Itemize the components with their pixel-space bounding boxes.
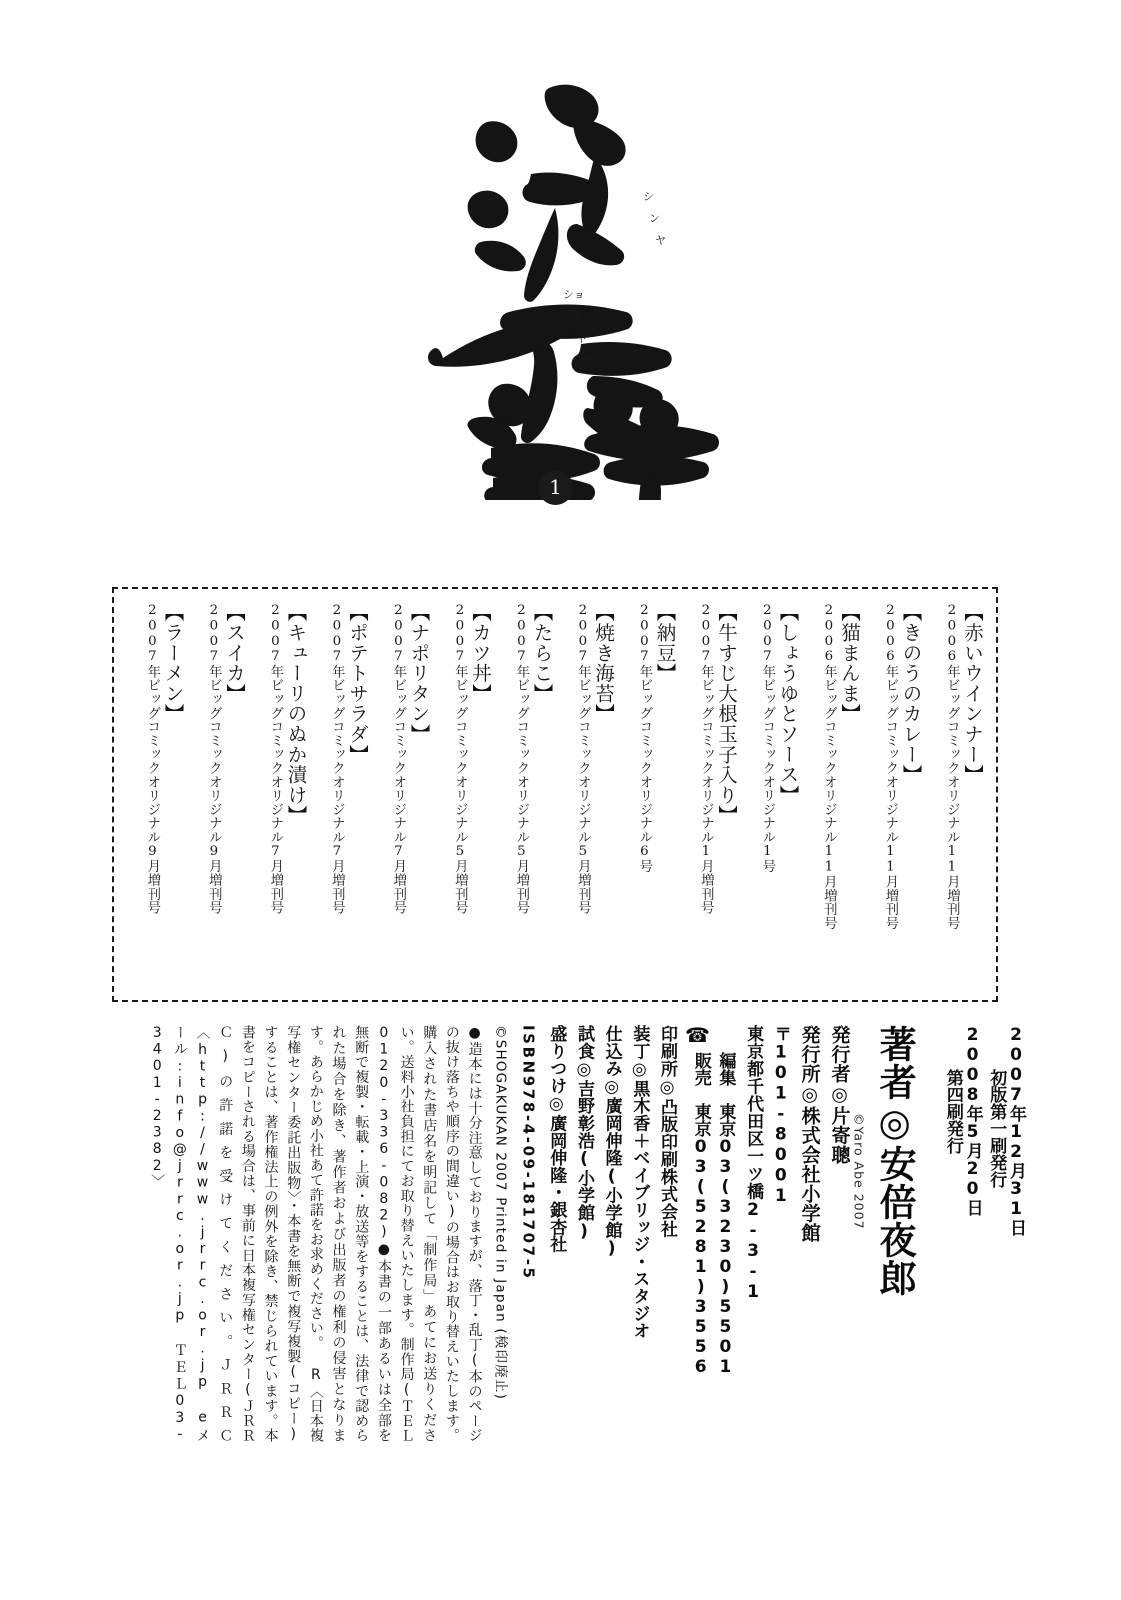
story-list-columns	[128, 601, 982, 990]
story-title: 【猫まんま】	[838, 602, 861, 724]
story-source: 2007年ビッグコミックオリジナル7月増刊号	[329, 603, 345, 915]
furigana-shinya: シ	[642, 190, 654, 203]
publication-date-entry	[986, 1025, 1025, 1236]
credit-tasting: 試食◎吉野彰浩(小学館)	[573, 1025, 594, 1242]
story-source: 2007年ビッグコミックオリジナル5月増刊号	[575, 603, 591, 915]
telephone-editorial: 編集 東京03(3230)5501	[715, 1052, 736, 1377]
story-title: 【キューリのぬか漬け】	[284, 602, 308, 826]
story-entry	[183, 601, 245, 990]
furigana-shinya: ン	[648, 212, 660, 225]
story-entry	[367, 601, 429, 990]
furigana-shokudo: ク	[570, 310, 582, 323]
publisher-person: 発行者◎片寄聰	[828, 1025, 851, 1165]
story-entry	[306, 601, 368, 990]
legal-notice: ●造本には十分注意しておりますが、落丁・乱丁(本のページの抜け落ちや順序の間違い)の場合はお取り替えいたします。購入された書店名を明記して「制作局」あてにお送りください。送料小社負担にてお取り替えいたします。制作局(ＴＥＬ0120-336-082)●本書の一部あるいは全部を無断で複製・転載・上演・放送等をすることは、法律で認められた場合を除き、著作者および出版者の権利の侵害となります。あらかじめ小社あて許諾をお求めください。 R〈日本複写権センター委託出版物〉・本書を無断で複写複製(コピー)することは、著作権法上の例外を除き、禁じられています。本書をコピーされる場合は、事前に日本複写権センター(ＪＲＲＣ)の許諾を受けてください。ＪＲＲＣ〈http://www.jrrc.or.jp eメール:info@jrrc.or.jp ＴＥＬ03-3401-2382〉	[149, 1025, 483, 1443]
isbn-number: ISBN978-4-09-181707-5	[519, 1025, 538, 1281]
story-title: 【ラーメン】	[161, 602, 185, 724]
story-title: 【焼き海苔】	[592, 602, 615, 724]
shinya-shokudo-calligraphy	[381, 70, 741, 500]
story-list-box	[112, 587, 998, 1002]
story-entry	[613, 601, 675, 990]
publisher-address: 東京都千代田区一ツ橋2-3-1	[743, 1025, 764, 1303]
printer-name: 印刷所◎凸版印刷株式会社	[657, 1025, 678, 1238]
story-title: 【スイカ】	[223, 602, 246, 704]
story-source: 2006年ビッグコミックオリジナル11月増刊号	[944, 603, 960, 930]
story-source: 2007年ビッグコミックオリジナル7月増刊号	[267, 603, 283, 915]
story-source: 2007年ビッグコミックオリジナル6号	[636, 603, 652, 874]
author-name: 著者◎安倍夜郎	[873, 1025, 917, 1297]
furigana-shokudo: ショ	[562, 288, 585, 301]
furigana-shokudo: ウ	[582, 354, 594, 367]
story-source: 2007年ビッグコミックオリジナル5月増刊号	[513, 603, 529, 915]
story-title: 【牛すじ大根玉子入り】	[715, 602, 738, 826]
story-source: 2007年ビッグコミックオリジナル7月増刊号	[390, 603, 406, 915]
story-source: 2007年ビッグコミックオリジナル9月増刊号	[144, 603, 160, 915]
story-source: 2006年ビッグコミックオリジナル11月増刊号	[882, 603, 898, 930]
story-source: 2007年ビッグコミックオリジナル9月増刊号	[206, 603, 222, 915]
telephone-numbers	[685, 1052, 734, 1377]
furigana-shinya: ヤ	[654, 234, 666, 247]
story-source: 2007年ビッグコミックオリジナル1月増刊号	[698, 603, 714, 915]
story-entry	[490, 601, 552, 990]
credit-plating: 盛りつけ◎廣岡伸隆・銀杏社	[546, 1025, 567, 1253]
telephone-block	[685, 1025, 734, 1377]
story-title: 【たらこ】	[530, 602, 554, 704]
credit-preparation: 仕込み◎廣岡伸隆(小学館)	[601, 1025, 622, 1259]
story-title: 【しょうゆとソース】	[776, 602, 800, 805]
story-title: 【赤いウインナー】	[961, 602, 984, 785]
title-logo	[0, 70, 1121, 500]
story-title: 【カツ丼】	[469, 602, 492, 704]
story-title: 【納豆】	[653, 602, 677, 684]
copyright-line: ©SHOGAKUKAN 2007 Printed in Japan (検印廃止)	[492, 1025, 509, 1401]
telephone-sales: 販売 東京03(5281)3556	[690, 1052, 711, 1377]
story-source: 2006年ビッグコミックオリジナル11月増刊号	[821, 603, 837, 930]
printing-label: 初版第一刷発行	[986, 1069, 1007, 1188]
story-entry	[244, 601, 306, 990]
credit-binding: 装丁◎黒木香＋ベイブリッジ・スタジオ	[629, 1025, 650, 1340]
publisher-company: 発行所◎株式会社小学館	[798, 1025, 821, 1243]
story-entry	[921, 601, 983, 990]
postal-code: 〒101-8001	[770, 1025, 791, 1207]
story-entry	[121, 601, 183, 990]
story-title: 【ナポリタン】	[407, 602, 431, 745]
story-title: 【きのうのカレー】	[899, 602, 923, 785]
furigana-shokudo: ド	[576, 332, 588, 345]
author-block	[850, 1025, 939, 1297]
story-entry	[859, 601, 921, 990]
telephone-icon: ☎	[685, 1023, 710, 1047]
printing-label: 第四刷発行	[942, 1069, 963, 1154]
colophon	[90, 1025, 1025, 1485]
story-entry	[429, 601, 491, 990]
publication-date: 2008年5月20日	[962, 1025, 983, 1216]
volume-number-badge: 1	[538, 470, 573, 505]
story-source: 2007年ビッグコミックオリジナル5月増刊号	[452, 603, 468, 915]
story-entry	[798, 601, 860, 990]
publication-dates	[938, 1025, 1025, 1236]
publication-date-entry	[942, 1025, 981, 1236]
author-copyright: ©Yaro Abe 2007	[851, 1113, 867, 1230]
story-title: 【ポテトサラダ】	[346, 602, 369, 765]
publication-date: 2007年12月31日	[1006, 1025, 1026, 1236]
story-entry	[675, 601, 737, 990]
story-source: 2007年ビッグコミックオリジナル1号	[759, 603, 775, 874]
story-entry	[552, 601, 614, 990]
story-entry	[736, 601, 798, 990]
